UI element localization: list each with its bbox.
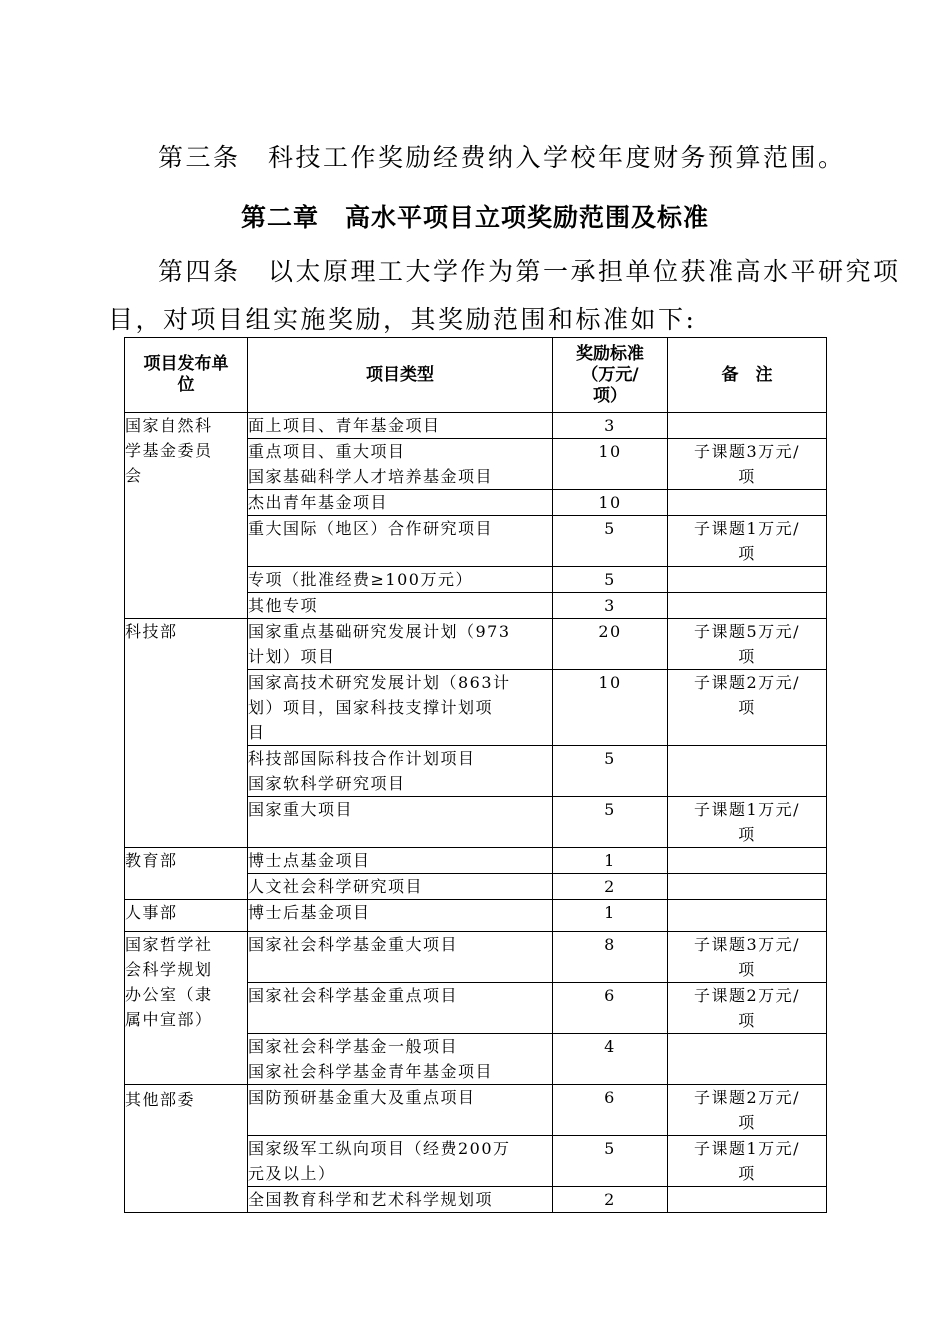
award-amount-cell: 8 (553, 932, 668, 983)
note-line: 项 (738, 544, 756, 563)
project-type-cell (248, 439, 553, 490)
note-cell (668, 797, 827, 848)
project-type-cell (248, 1136, 553, 1187)
award-amount-cell: 1 (553, 900, 668, 932)
note-line: 项 (738, 698, 756, 717)
project-type-cell (248, 593, 553, 619)
note-line: 项 (738, 467, 756, 486)
note-cell (668, 619, 827, 670)
issuing-unit-line: 会科学规划 (125, 960, 213, 979)
project-type-cell (248, 490, 553, 516)
note-cell (668, 900, 827, 932)
note-line: 子课题1万元/ (693, 1139, 801, 1158)
table-row (125, 848, 827, 874)
chapter-2-heading: 第二章 高水平项目立项奖励范围及标准 (240, 203, 709, 232)
issuing-unit-line: 其他部委 (125, 1090, 196, 1109)
award-amount-cell: 5 (553, 1136, 668, 1187)
note-cell (668, 746, 827, 797)
project-type-line: 重点项目、重大项目 (248, 442, 406, 461)
project-type-line: 科技部国际科技合作计划项目 (248, 749, 476, 768)
project-type-cell (248, 874, 553, 900)
project-type-line: 国家社会科学基金重点项目 (248, 986, 459, 1005)
issuing-unit-line: 国家自然科 (125, 416, 213, 435)
project-type-line: 人文社会科学研究项目 (248, 877, 424, 896)
note-line: 子课题5万元/ (693, 622, 801, 641)
note-line: 子课题1万元/ (693, 519, 801, 538)
project-type-line: 国家高技术研究发展计划（863计 (248, 673, 511, 692)
project-type-cell (248, 1085, 553, 1136)
issuing-unit-line: 会 (125, 466, 143, 485)
note-line: 项 (738, 1011, 756, 1030)
header-issuing-unit: 项目发布单 位 (125, 338, 248, 413)
note-cell (668, 567, 827, 593)
award-amount-cell: 20 (553, 619, 668, 670)
table-row (125, 619, 827, 670)
issuing-unit-line: 人事部 (125, 903, 178, 922)
project-type-line: 国家重点基础研究发展计划（973 (248, 622, 511, 641)
note-line: 项 (738, 1113, 756, 1132)
project-type-cell (248, 900, 553, 932)
project-type-line: 其他专项 (248, 596, 319, 615)
project-type-line: 博士点基金项目 (248, 851, 371, 870)
project-type-line: 划）项目，国家科技支撑计划项 (248, 698, 494, 717)
note-line: 子课题2万元/ (693, 986, 801, 1005)
award-amount-cell: 6 (553, 1085, 668, 1136)
project-type-line: 杰出青年基金项目 (248, 493, 389, 512)
header-project-type: 项目类型 (248, 338, 553, 413)
note-cell (668, 516, 827, 567)
note-line: 子课题3万元/ (693, 935, 801, 954)
issuing-unit-cell (125, 1085, 248, 1213)
award-amount-cell: 2 (553, 1187, 668, 1213)
table-row (125, 932, 827, 983)
note-line: 子课题2万元/ (693, 673, 801, 692)
award-amount-cell: 10 (553, 490, 668, 516)
project-type-cell (248, 797, 553, 848)
note-line: 项 (738, 825, 756, 844)
issuing-unit-line: 属中宣部） (125, 1010, 213, 1029)
note-line: 子课题3万元/ (693, 442, 801, 461)
project-type-cell (248, 1034, 553, 1085)
note-cell (668, 670, 827, 746)
table-row (125, 1085, 827, 1136)
note-cell (668, 413, 827, 439)
note-cell (668, 1187, 827, 1213)
note-cell (668, 932, 827, 983)
table-body (125, 413, 827, 1213)
project-type-line: 国家级军工纵向项目（经费200万 (248, 1139, 511, 1158)
project-type-line: 国家软科学研究项目 (248, 774, 406, 793)
issuing-unit-cell (125, 619, 248, 848)
issuing-unit-line: 学基金委员 (125, 441, 213, 460)
note-line: 子课题1万元/ (693, 800, 801, 819)
project-type-line: 重大国际（地区）合作研究项目 (248, 519, 494, 538)
issuing-unit-line: 国家哲学社 (125, 935, 213, 954)
project-type-line: 国家社会科学基金一般项目 (248, 1037, 459, 1056)
project-type-cell (248, 619, 553, 670)
project-type-line: 元及以上） (248, 1164, 336, 1183)
project-type-cell (248, 983, 553, 1034)
note-cell (668, 490, 827, 516)
project-type-cell (248, 746, 553, 797)
award-amount-cell: 4 (553, 1034, 668, 1085)
project-type-cell (248, 567, 553, 593)
award-standards-table (124, 337, 827, 1213)
article-4-line-2: 目，对项目组实施奖励，其奖励范围和标准如下: (108, 305, 697, 334)
note-line: 项 (738, 1164, 756, 1183)
award-amount-cell: 10 (553, 670, 668, 746)
note-line: 项 (738, 647, 756, 666)
project-type-line: 目 (248, 723, 266, 742)
issuing-unit-cell (125, 900, 248, 932)
award-amount-cell: 5 (553, 746, 668, 797)
note-cell (668, 439, 827, 490)
project-type-line: 博士后基金项目 (248, 903, 371, 922)
project-type-cell (248, 932, 553, 983)
note-cell (668, 848, 827, 874)
article-3-paragraph: 第三条 科技工作奖励经费纳入学校年度财务预算范围。 (158, 143, 846, 172)
note-cell (668, 1136, 827, 1187)
project-type-line: 国家社会科学基金重大项目 (248, 935, 459, 954)
issuing-unit-cell (125, 413, 248, 619)
award-amount-cell: 3 (553, 413, 668, 439)
award-amount-cell: 5 (553, 797, 668, 848)
award-amount-cell: 1 (553, 848, 668, 874)
award-amount-cell: 5 (553, 567, 668, 593)
project-type-line: 计划）项目 (248, 647, 336, 666)
award-amount-cell: 6 (553, 983, 668, 1034)
note-cell (668, 1034, 827, 1085)
project-type-cell (248, 413, 553, 439)
header-award-standard: 奖励标准 （万元/ 项） (553, 338, 668, 413)
issuing-unit-cell (125, 848, 248, 900)
table-row (125, 413, 827, 439)
award-amount-cell: 5 (553, 516, 668, 567)
project-type-cell (248, 848, 553, 874)
project-type-line: 面上项目、青年基金项目 (248, 416, 441, 435)
article-4-line-1: 第四条 以太原理工大学作为第一承担单位获准高水平研究项 (158, 257, 901, 286)
award-amount-cell: 2 (553, 874, 668, 900)
note-cell (668, 593, 827, 619)
project-type-line: 专项（批准经费≥100万元） (248, 570, 473, 589)
project-type-line: 国防预研基金重大及重点项目 (248, 1088, 476, 1107)
table-row (125, 900, 827, 932)
table-header-row (125, 338, 827, 413)
project-type-cell (248, 1187, 553, 1213)
project-type-cell (248, 670, 553, 746)
project-type-line: 全国教育科学和艺术科学规划项 (248, 1190, 494, 1209)
project-type-line: 国家基础科学人才培养基金项目 (248, 467, 494, 486)
issuing-unit-line: 办公室（隶 (125, 985, 213, 1004)
project-type-cell (248, 516, 553, 567)
award-amount-cell: 3 (553, 593, 668, 619)
note-line: 项 (738, 960, 756, 979)
header-notes: 备 注 (668, 338, 827, 413)
note-cell (668, 983, 827, 1034)
issuing-unit-cell (125, 932, 248, 1085)
project-type-line: 国家社会科学基金青年基金项目 (248, 1062, 494, 1081)
issuing-unit-line: 教育部 (125, 851, 178, 870)
project-type-line: 国家重大项目 (248, 800, 354, 819)
note-cell (668, 874, 827, 900)
award-amount-cell: 10 (553, 439, 668, 490)
note-cell (668, 1085, 827, 1136)
note-line: 子课题2万元/ (693, 1088, 801, 1107)
issuing-unit-line: 科技部 (125, 622, 178, 641)
